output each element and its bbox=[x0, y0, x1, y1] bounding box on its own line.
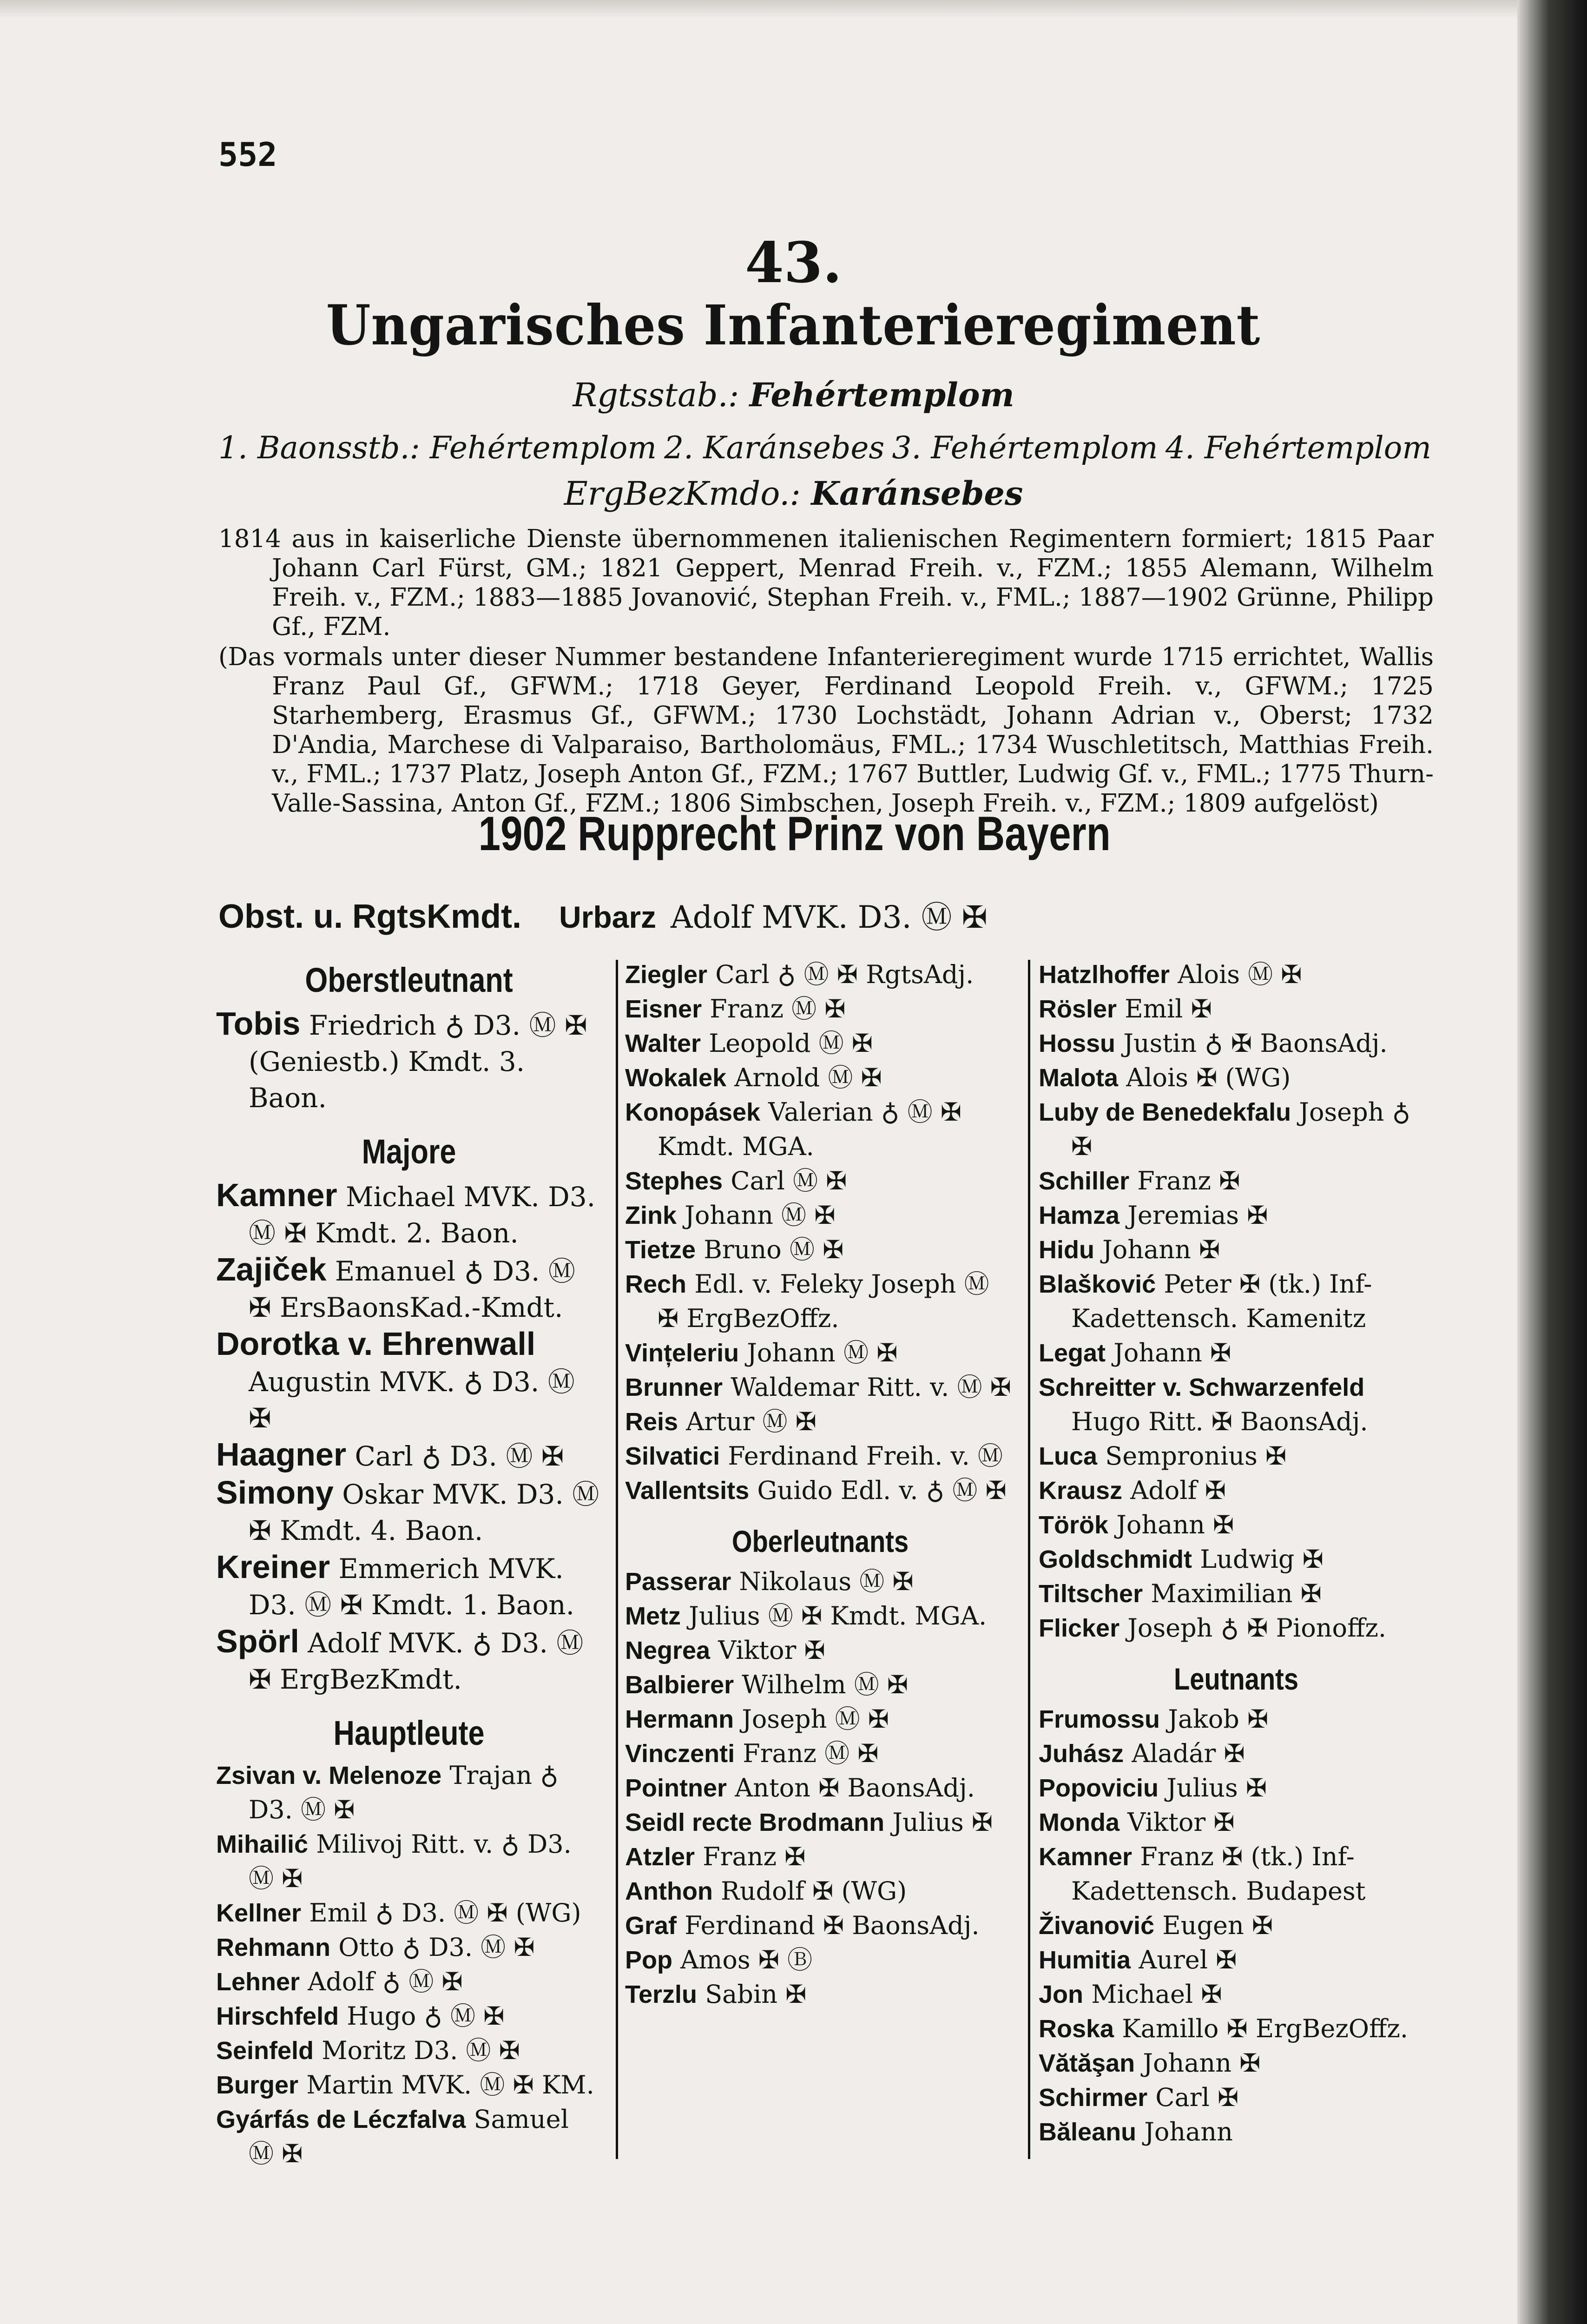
officer-details: Johann ✠ bbox=[1116, 1510, 1234, 1539]
officer-surname: Kreiner bbox=[216, 1549, 330, 1585]
regiment-commander bbox=[218, 892, 988, 937]
officer-details: Michael ✠ bbox=[1091, 1980, 1222, 2009]
officer-entry bbox=[216, 2068, 602, 2102]
officer-surname: Goldschmidt bbox=[1039, 1545, 1192, 1573]
officer-details: Martin MVK. Ⓜ ✠ KM. bbox=[306, 2070, 594, 2100]
officer-surname: Krausz bbox=[1039, 1477, 1123, 1505]
officer-entry bbox=[625, 1771, 1015, 1805]
officer-entry bbox=[625, 992, 1015, 1026]
officer-surname: Pop bbox=[625, 1946, 672, 1974]
officer-entry bbox=[625, 1943, 1015, 1977]
officer-entry bbox=[1039, 1370, 1434, 1439]
officer-entry bbox=[625, 1473, 1015, 1508]
officer-details: Sempronius ✠ bbox=[1105, 1441, 1287, 1471]
officer-details: Alois ✠ (WG) bbox=[1126, 1063, 1291, 1092]
officer-details: Artur Ⓜ ✠ bbox=[686, 1407, 817, 1436]
officer-details: Aladár ✠ bbox=[1132, 1739, 1245, 1768]
officer-surname: Ziegler bbox=[625, 961, 708, 989]
officer-details: Franz Ⓜ ✠ bbox=[743, 1739, 879, 1768]
officer-entry bbox=[625, 1164, 1015, 1198]
officer-details: Johann Ⓜ ✠ bbox=[747, 1338, 898, 1367]
section-spacer bbox=[216, 1116, 602, 1129]
history-paragraph: (Das vormals unter dieser Nummer bestandene Infanterieregiment wurde 1715 errichtet, Wallis Franz Paul Gf., GFWM.; 1718 Geyer, Ferdinand Leopold Freih. v., GFWM.; 1725 Starhemberg, Erasmus Gf., GFWM.; 1730 Lochstädt, Johann Adrian v., Oberst; 1732 D'Andia, Marchese di Valparaiso, Bartholomäus, FML.; 1734 Wuschletitsch, Matthias Freih. v., FML.; 1737 Platz, Joseph Anton Gf., FZM.; 1767 Buttler, Ludwig Gf. v., FML.; 1775 Thurn-Valle-Sassina, Anton Gf., FZM.; 1806 Simbschen, Joseph Freih. v., FZM.; 1809 aufgelöst) bbox=[218, 643, 1434, 818]
officer-surname: Terzlu bbox=[625, 1981, 698, 2008]
officer-details: Franz ✠ bbox=[1137, 1166, 1240, 1195]
officer-surname: Kamner bbox=[1039, 1843, 1133, 1871]
officer-surname: Vătăşan bbox=[1039, 2049, 1135, 2077]
officer-details: Milivoj Ritt. v. ♁ D3. Ⓜ ✠ bbox=[249, 1829, 572, 1893]
officer-entry bbox=[1039, 1267, 1434, 1336]
officer-surname: Walter bbox=[625, 1030, 701, 1057]
officer-entry bbox=[1039, 1805, 1434, 1840]
officer-surname: Graf bbox=[625, 1912, 677, 1940]
officer-surname: Seidl recte Brodmann bbox=[625, 1809, 885, 1836]
officer-entry bbox=[625, 1565, 1015, 1599]
officer-surname: Simony bbox=[216, 1474, 334, 1511]
officer-entry bbox=[625, 1267, 1015, 1336]
officer-details: Arnold Ⓜ ✠ bbox=[734, 1063, 882, 1092]
commander-details: Adolf MVK. D3. Ⓜ ✠ bbox=[671, 899, 988, 935]
officer-surname: Băleanu bbox=[1039, 2118, 1137, 2146]
history-paragraph: 1814 aus in kaiserliche Dienste übernommenen italienischen Regimentern formiert; 1815 Paar Johann Carl Fürst, GM.; 1821 Geppert, Menrad Freih. v., FZM.; 1855 Alemann, Wilhelm Freih. v., FZM.; 1883—1885 Jovanović, Stephan Freih. v., FML.; 1887—1902 Grünne, Philipp Gf., FZM. bbox=[218, 525, 1434, 641]
officer-surname: Zajiček bbox=[216, 1251, 327, 1287]
officer-details: Viktor ✠ bbox=[1127, 1808, 1235, 1837]
officer-surname: Legat bbox=[1039, 1339, 1106, 1367]
ergbez-location: Karánsebes bbox=[811, 474, 1023, 513]
regiment-history bbox=[218, 524, 1434, 818]
battalion-1: 1. Baonsstb.: Fehértemplom bbox=[218, 430, 657, 466]
officer-entry bbox=[1039, 1542, 1434, 1577]
officer-entry bbox=[625, 1198, 1015, 1233]
officer-entry bbox=[625, 1599, 1015, 1633]
officer-column-3 bbox=[1039, 957, 1434, 2149]
officer-details: Joseph ♁ ✠ bbox=[1071, 1097, 1411, 1161]
officer-surname: Vallentsits bbox=[625, 1477, 750, 1505]
officer-entry bbox=[1039, 1771, 1434, 1805]
officer-entry bbox=[625, 1840, 1015, 1874]
officer-details: Augustin MVK. ♁ D3. Ⓜ ✠ bbox=[249, 1366, 575, 1434]
page-top-shadow bbox=[0, 0, 1587, 19]
officer-details: Anton ✠ BaonsAdj. bbox=[735, 1773, 975, 1802]
officer-surname: Schiller bbox=[1039, 1167, 1130, 1195]
officer-surname: Schirmer bbox=[1039, 2084, 1148, 2112]
officer-details: Rudolf ✠ (WG) bbox=[721, 1876, 907, 1906]
officer-details: Johann Ⓜ ✠ bbox=[685, 1201, 836, 1230]
officer-surname: Anthon bbox=[625, 1877, 713, 1905]
officer-surname: Luca bbox=[1039, 1442, 1098, 1470]
ergbez-label: ErgBezKmdo.: bbox=[564, 475, 801, 513]
section-spacer bbox=[625, 1508, 1015, 1521]
officer-details: Carl Ⓜ ✠ bbox=[731, 1166, 847, 1195]
officer-entry bbox=[625, 957, 1015, 992]
commander-name: Urbarz bbox=[559, 900, 657, 934]
officer-details: Emil ♁ D3. Ⓜ ✠ (WG) bbox=[309, 1898, 581, 1928]
officer-entry bbox=[625, 1439, 1015, 1473]
officer-details: Hugo Ritt. ✠ BaonsAdj. bbox=[1071, 1407, 1368, 1436]
officer-details: Bruno Ⓜ ✠ bbox=[704, 1235, 844, 1264]
column-divider bbox=[1028, 960, 1030, 2159]
officer-details: Ludwig ✠ bbox=[1200, 1545, 1324, 1574]
officer-details: Franz ✠ bbox=[703, 1842, 806, 1871]
officer-details: Julius ✠ bbox=[892, 1808, 993, 1837]
officer-entry bbox=[625, 1633, 1015, 1668]
officer-surname: Mihailić bbox=[216, 1830, 309, 1858]
officer-details: Samuel Ⓜ ✠ bbox=[249, 2105, 569, 2168]
officer-details: Otto ♁ D3. Ⓜ ✠ bbox=[338, 1933, 535, 1962]
officer-entry bbox=[1039, 1840, 1434, 1908]
officer-details: Trajan ♁ D3. Ⓜ ✠ bbox=[249, 1761, 559, 1824]
officer-surname: Tiltscher bbox=[1039, 1580, 1143, 1608]
officer-column-2 bbox=[625, 957, 1015, 2012]
officer-details: Julius ✠ bbox=[1166, 1773, 1267, 1802]
officer-details: Guido Edl. v. ♁ Ⓜ ✠ bbox=[757, 1476, 1007, 1505]
ergbez-command bbox=[0, 474, 1587, 513]
officer-details: Franz Ⓜ ✠ bbox=[710, 994, 846, 1023]
officer-details: Friedrich ♁ D3. Ⓜ ✠ (Geniestb.) Kmdt. 3. Baon. bbox=[249, 1010, 587, 1114]
rank-heading: Leutnants bbox=[1173, 1662, 1299, 1696]
officer-surname: Stephes bbox=[625, 1167, 723, 1195]
officer-surname: Blašković bbox=[1039, 1270, 1156, 1298]
officer-entry bbox=[625, 1874, 1015, 1908]
officer-details: Emil ✠ bbox=[1125, 994, 1212, 1023]
officer-entry bbox=[1039, 1473, 1434, 1508]
officer-entry bbox=[216, 2034, 602, 2068]
regiment-number: 43. bbox=[745, 230, 842, 296]
officer-details: Carl ✠ bbox=[1155, 2083, 1239, 2112]
officer-entry bbox=[1039, 1095, 1434, 1164]
regiment-owner: 1902 Rupprecht Prinz von Bayern bbox=[478, 807, 1111, 861]
officer-surname: Monda bbox=[1039, 1809, 1119, 1836]
officer-details: Valerian ♁ Ⓜ ✠ Kmdt. MGA. bbox=[658, 1097, 961, 1161]
section-spacer bbox=[216, 1697, 602, 1710]
rank-heading: Majore bbox=[362, 1132, 456, 1171]
officer-surname: Flicker bbox=[1039, 1614, 1120, 1642]
officer-surname: Wokalek bbox=[625, 1064, 727, 1092]
officer-entry bbox=[1039, 1736, 1434, 1771]
officer-surname: Malota bbox=[1039, 1064, 1119, 1092]
officer-details: Justin ♁ ✠ BaonsAdj. bbox=[1123, 1029, 1388, 1058]
regiment-title: Ungarisches Infanterieregiment bbox=[326, 293, 1261, 357]
officer-surname: Jon bbox=[1039, 1981, 1084, 2008]
staff-label: Rgtsstab.: bbox=[573, 376, 739, 414]
officer-surname: Rehmann bbox=[216, 1934, 331, 1961]
officer-surname: Dorotka v. Ehrenwall bbox=[216, 1326, 536, 1362]
officer-entry bbox=[1039, 2046, 1434, 2080]
officer-entry bbox=[1039, 957, 1434, 992]
officer-entry bbox=[1039, 992, 1434, 1026]
officer-details: Sabin ✠ bbox=[705, 1980, 807, 2009]
officer-entry bbox=[1039, 2012, 1434, 2046]
officer-entry bbox=[625, 1668, 1015, 1702]
officer-details: Viktor ✠ bbox=[718, 1636, 825, 1665]
officer-entry bbox=[216, 1177, 602, 1251]
officer-surname: Kellner bbox=[216, 1899, 302, 1927]
officer-surname: Passerar bbox=[625, 1568, 731, 1596]
officer-entry bbox=[1039, 2080, 1434, 2115]
officer-details: Eugen ✠ bbox=[1162, 1911, 1273, 1940]
officer-surname: Živanović bbox=[1039, 1912, 1155, 1940]
officer-entry bbox=[1039, 1508, 1434, 1542]
officer-entry bbox=[625, 1702, 1015, 1736]
officer-details: Wilhelm Ⓜ ✠ bbox=[742, 1670, 909, 1699]
battalion-4: 4. Fehértemplom bbox=[1165, 430, 1431, 466]
officer-details: Carl ♁ Ⓜ ✠ RgtsAdj. bbox=[715, 960, 974, 989]
officer-details: Johann ✠ bbox=[1113, 1338, 1231, 1367]
officer-entry bbox=[1039, 1026, 1434, 1061]
officer-surname: Zsivan v. Melenoze bbox=[216, 1762, 442, 1789]
officer-entry bbox=[1039, 1198, 1434, 1233]
battalion-locations bbox=[218, 430, 1431, 466]
officer-details: Oskar MVK. D3. Ⓜ ✠ Kmdt. 4. Baon. bbox=[249, 1479, 599, 1546]
officer-entry bbox=[216, 1896, 602, 1930]
officer-entry bbox=[625, 1370, 1015, 1405]
officer-details: Ferdinand Freih. v. Ⓜ bbox=[728, 1441, 1003, 1471]
rank-heading: Oberstleutnant bbox=[305, 961, 513, 999]
officer-entry bbox=[216, 1251, 602, 1326]
battalion-3: 3. Fehértemplom bbox=[892, 430, 1158, 466]
officer-surname: Atzler bbox=[625, 1843, 695, 1871]
officer-entry bbox=[216, 1549, 602, 1623]
regiment-staff bbox=[0, 376, 1587, 414]
officer-entry bbox=[216, 1005, 602, 1116]
officer-details: Johann ✠ bbox=[1143, 2048, 1261, 2078]
officer-details: Emanuel ♁ D3. Ⓜ ✠ ErsBaonsKad.-Kmdt. bbox=[249, 1255, 575, 1323]
officer-surname: Silvatici bbox=[625, 1442, 720, 1470]
officer-details: Alois Ⓜ ✠ bbox=[1178, 960, 1302, 989]
section-spacer bbox=[1039, 1645, 1434, 1658]
officer-surname: Vințeleriu bbox=[625, 1339, 739, 1367]
officer-surname: Haagner bbox=[216, 1436, 347, 1472]
officer-surname: Hidu bbox=[1039, 1236, 1094, 1264]
officer-entry bbox=[216, 1436, 602, 1474]
officer-entry bbox=[625, 1026, 1015, 1061]
officer-surname: Spörl bbox=[216, 1623, 299, 1659]
officer-details: Amos ✠ Ⓑ bbox=[680, 1945, 813, 1974]
officer-entry bbox=[1039, 1977, 1434, 2012]
officer-details: Nikolaus Ⓜ ✠ bbox=[739, 1567, 914, 1596]
officer-surname: Humitia bbox=[1039, 1946, 1131, 1974]
officer-entry bbox=[625, 1233, 1015, 1267]
officer-surname: Tietze bbox=[625, 1236, 696, 1264]
rank-heading: Hauptleute bbox=[333, 1714, 485, 1752]
officer-surname: Hamza bbox=[1039, 1202, 1120, 1229]
commander-rank: Obst. u. RgtsKmdt. bbox=[218, 898, 521, 935]
officer-entry bbox=[216, 1623, 602, 1697]
officer-details: Aurel ✠ bbox=[1139, 1945, 1237, 1974]
officer-surname: Rech bbox=[625, 1270, 687, 1298]
rank-heading: Oberleutnants bbox=[731, 1524, 909, 1558]
officer-entry bbox=[625, 1061, 1015, 1095]
officer-surname: Eisner bbox=[625, 995, 702, 1023]
officer-details: Moritz D3. Ⓜ ✠ bbox=[322, 2036, 520, 2065]
officer-entry bbox=[216, 1474, 602, 1549]
officer-entry bbox=[1039, 1336, 1434, 1370]
officer-surname: Konopásek bbox=[625, 1098, 761, 1126]
officer-entry bbox=[1039, 1164, 1434, 1198]
officer-entry bbox=[1039, 2115, 1434, 2149]
officer-details: Adolf ♁ Ⓜ ✠ bbox=[308, 1967, 463, 1996]
officer-entry bbox=[1039, 1233, 1434, 1267]
officer-details: Johann ✠ bbox=[1102, 1235, 1220, 1264]
page-number: 552 bbox=[218, 136, 277, 174]
officer-details: Emmerich MVK. D3. Ⓜ ✠ Kmdt. 1. Baon. bbox=[249, 1553, 575, 1621]
officer-entry bbox=[1039, 1702, 1434, 1736]
officer-surname: Schreitter v. Schwarzenfeld bbox=[1039, 1373, 1365, 1401]
officer-surname: Seinfeld bbox=[216, 2037, 314, 2065]
officer-entry bbox=[216, 1930, 602, 1965]
officer-details: Joseph ♁ ✠ Pionoffz. bbox=[1127, 1613, 1387, 1643]
officer-surname: Burger bbox=[216, 2071, 299, 2099]
officer-entry bbox=[625, 1805, 1015, 1840]
officer-entry bbox=[1039, 1943, 1434, 1977]
officer-entry bbox=[1039, 1611, 1434, 1645]
officer-entry bbox=[1039, 1577, 1434, 1611]
officer-surname: Lehner bbox=[216, 1968, 300, 1996]
column-divider bbox=[616, 960, 618, 2159]
officer-details: Maximilian ✠ bbox=[1151, 1579, 1322, 1608]
officer-details: Ferdinand ✠ BaonsAdj. bbox=[685, 1911, 980, 1940]
officer-surname: Zink bbox=[625, 1202, 677, 1229]
officer-entry bbox=[1039, 1439, 1434, 1473]
officer-surname: Pointner bbox=[625, 1774, 727, 1802]
officer-surname: Roska bbox=[1039, 2015, 1114, 2043]
officer-entry bbox=[1039, 1908, 1434, 1943]
officer-surname: Reis bbox=[625, 1408, 678, 1436]
officer-details: Michael MVK. D3. Ⓜ ✠ Kmdt. 2. Baon. bbox=[249, 1181, 596, 1249]
officer-details: Julius Ⓜ ✠ Kmdt. MGA. bbox=[689, 1601, 987, 1631]
staff-location: Fehértemplom bbox=[749, 376, 1014, 414]
officer-surname: Frumossu bbox=[1039, 1705, 1160, 1733]
officer-details: Carl ♁ D3. Ⓜ ✠ bbox=[355, 1440, 564, 1472]
officer-entry bbox=[1039, 1061, 1434, 1095]
officer-details: Kamillo ✠ ErgBezOffz. bbox=[1122, 2014, 1409, 2043]
officer-surname: Juhász bbox=[1039, 1740, 1124, 1768]
officer-surname: Luby de Benedekfalu bbox=[1039, 1098, 1291, 1126]
battalion-2: 2. Karánsebes bbox=[664, 430, 885, 466]
officer-surname: Rösler bbox=[1039, 995, 1117, 1023]
officer-entry bbox=[216, 2102, 602, 2171]
officer-entry bbox=[216, 1965, 602, 1999]
officer-details: Adolf ✠ bbox=[1130, 1476, 1226, 1505]
officer-surname: Tobis bbox=[216, 1005, 301, 1042]
officer-entry bbox=[625, 1908, 1015, 1943]
officer-surname: Metz bbox=[625, 1602, 681, 1630]
officer-details: Waldemar Ritt. v. Ⓜ ✠ bbox=[731, 1373, 1011, 1402]
officer-surname: Hatzlhoffer bbox=[1039, 961, 1170, 989]
officer-details: Joseph Ⓜ ✠ bbox=[742, 1704, 889, 1734]
officer-surname: Hossu bbox=[1039, 1030, 1116, 1057]
officer-details: Jeremias ✠ bbox=[1127, 1201, 1268, 1230]
officer-details: Edl. v. Feleky Joseph Ⓜ ✠ ErgBezOffz. bbox=[658, 1269, 989, 1333]
officer-entry bbox=[216, 1827, 602, 1896]
officer-surname: Gyárfás de Léczfalva bbox=[216, 2106, 466, 2133]
officer-surname: Vinczenti bbox=[625, 1740, 735, 1768]
officer-entry bbox=[625, 1336, 1015, 1370]
officer-surname: Brunner bbox=[625, 1373, 723, 1401]
officer-details: Adolf MVK. ♁ D3. Ⓜ ✠ ErgBezKmdt. bbox=[249, 1627, 584, 1695]
officer-entry bbox=[216, 1999, 602, 2034]
officer-entry bbox=[216, 1758, 602, 1827]
officer-details: Jakob ✠ bbox=[1168, 1704, 1269, 1734]
officer-surname: Hirschfeld bbox=[216, 2002, 339, 2030]
officer-entry bbox=[625, 1736, 1015, 1771]
officer-surname: Török bbox=[1039, 1511, 1109, 1539]
officer-details: Leopold Ⓜ ✠ bbox=[709, 1029, 873, 1058]
officer-details: Franz ✠ (tk.) Inf-Kadettensch. Budapest bbox=[1071, 1842, 1366, 1906]
officer-details: Peter ✠ (tk.) Inf-Kadettensch. Kamenitz bbox=[1071, 1269, 1372, 1333]
officer-entry bbox=[216, 1326, 602, 1436]
officer-surname: Negrea bbox=[625, 1637, 711, 1664]
officer-details: Johann bbox=[1144, 2117, 1233, 2146]
officer-surname: Hermann bbox=[625, 1705, 734, 1733]
officer-entry bbox=[625, 1405, 1015, 1439]
officer-details: Hugo ♁ Ⓜ ✠ bbox=[347, 2001, 505, 2031]
officer-column-1 bbox=[216, 957, 602, 2171]
officer-entry bbox=[625, 1095, 1015, 1164]
officer-surname: Popoviciu bbox=[1039, 1774, 1159, 1802]
officer-surname: Balbierer bbox=[625, 1671, 734, 1699]
officer-entry bbox=[625, 1977, 1015, 2012]
officer-surname: Kamner bbox=[216, 1177, 337, 1213]
